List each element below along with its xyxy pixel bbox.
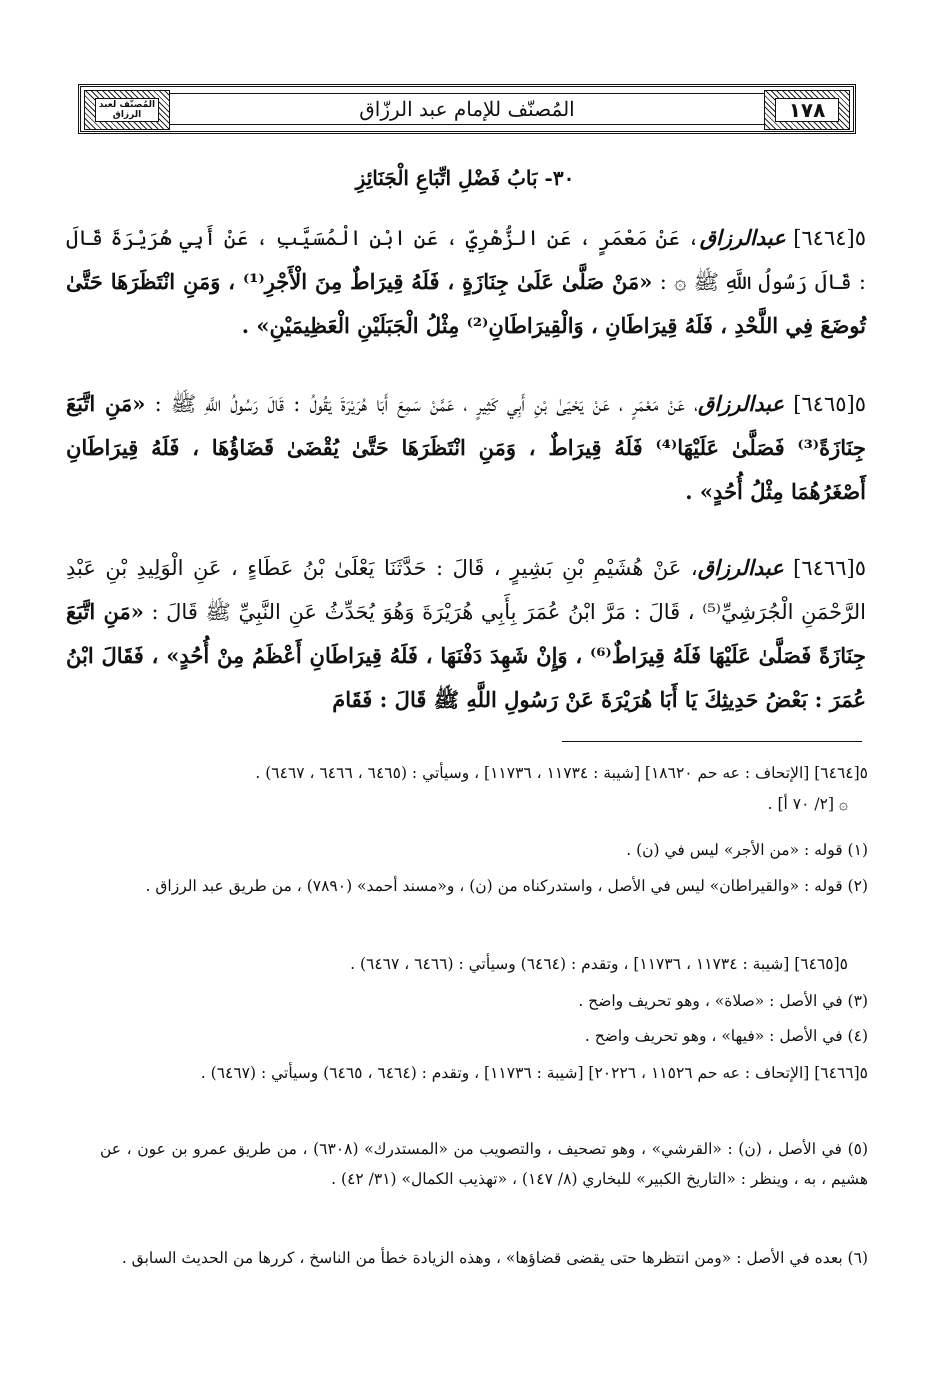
footnote-source: ٥[٦٤٦٤] [الإتحاف : عه حم ١٨٦٢٠] [شيبة : ١١٧٣٤ ، ١١٧٣٦] ، وسيأتي : (٦٤٦٥ ، ٦٤٦٦ ، ٦٤٦٧) . <box>255 764 868 782</box>
footnote: (٦) بعده في الأصل : «ومن انتظرها حتى يقضى قضاؤها» ، وهذه الزيادة خطأ من الناسخ ، كررها من الحديث السابق . <box>121 1249 868 1267</box>
footnote: (٣) في الأصل : «صلاة» ، وهو تحريف واضح . <box>578 992 868 1010</box>
hadith-matn: «مَنْ صَلَّىٰ عَلَىٰ جِنَازَةٍ ، فَلَهُ قِيرَاطٌ مِنَ الْأَجْرِ⁽¹⁾ ، وَمَنِ انْتَظَرَهَا حَتَّىٰ تُوضَعَ فِي اللَّحْدِ ، فَلَهُ قِيرَاطَانِ ، وَالْقِيرَاطَانِ⁽²⁾ مِثْلُ الْجَبَلَيْنِ الْعَظِيمَيْنِ» . <box>66 269 866 338</box>
footnote: (١) قوله : «من الأجر» ليس في (ن) . <box>626 841 868 859</box>
book-title: المُصنّف للإمام عبد الرزّاق <box>359 97 575 121</box>
footnote: (٢) قوله : «والقيراطان» ليس في الأصل ، واستدركناه من (ن) ، و«مسند أحمد» (٧٨٩٠) ، من طريق عبد الرزاق . <box>145 877 868 895</box>
hadith-author: عبدالرزاق <box>699 225 786 250</box>
chapter-title: ٣٠- بَابُ فَضْلِ اتِّبَاعِ الْجَنَائِزِ <box>355 166 575 190</box>
page-header <box>78 84 856 134</box>
hadith-block <box>66 546 866 722</box>
footnote-source: ٥[٦٤٦٥] [شيبة : ١١٧٣٤ ، ١١٧٣٦] ، وتقدم : (٦٤٦٤) وسيأتي : (٦٤٦٦ ، ٦٤٦٧) . <box>350 955 848 973</box>
footnote-separator <box>562 741 862 742</box>
footnote-marker: ۞ [٢/ ٧٠ أ] . <box>767 795 848 813</box>
page-number: ١٧٨ <box>775 98 839 122</box>
hadith-matn: «مَنِ اتَّبَعَ جِنَازَةً فَصَلَّىٰ عَلَيْهَا فَلَهُ قِيرَاطٌ⁽⁶⁾ ، وَإِنْ شَهِدَ دَفْنَهَا ، فَلَهُ قِيرَاطَانِ أَعْظَمُ مِنْ أُحُدٍ» ، فَقَالَ ابْنُ عُمَرَ : بَعْضُ حَدِيثِكَ يَا أَبَا هُرَيْرَةَ عَنْ رَسُولِ اللَّهِ ﷺ قَالَ : فَقَامَ <box>66 599 866 712</box>
page-number-cartouche <box>764 90 850 130</box>
hadith-number: ٥[٦٤٦٦] <box>793 556 866 580</box>
footnote-source: ٥[٦٤٦٦] [الإتحاف : عه حم ١١٥٢٦ ، ٢٠٢٢٦] [شيبة : ١١٧٣٦] ، وتقدم : (٦٤٦٤ ، ٦٤٦٥) وسيأتي : (٦٤٦٧) . <box>200 1064 868 1082</box>
hadith-block <box>66 382 866 514</box>
hadith-block <box>66 216 866 348</box>
hadith-author: عبدالرزاق <box>698 391 784 416</box>
hadith-isnad: ، عَنْ مَعْمَرٍ ، عَنِ الزُّهْرِيِّ ، عَنِ ابْنِ الْمُسَيَّبِ ، عَنْ أَبِي هُرَيْرَةَ قَالَ : قَالَ رَسُولُ اللَّهِ ﷺ ۞ : <box>66 226 866 294</box>
emblem-text: المُصنّف لعبد الرزاق <box>95 98 159 122</box>
hadith-isnad: ، عَنْ مَعْمَرٍ ، عَنْ يَحْيَىٰ بْنِ أَبِي كَثِيرٍ ، عَمَّنْ سَمِعَ أَبَا هُرَيْرَةَ يَقُولُ : قَالَ رَسُولُ اللَّهِ ﷺ : <box>145 392 699 416</box>
footnote: (٤) في الأصل : «فيها» ، وهو تحريف واضح . <box>584 1027 868 1045</box>
hadith-number: ٥[٦٤٦٥] <box>793 392 866 416</box>
hadith-isnad: ، عَنْ هُشَيْمِ بْنِ بَشِيرٍ ، قَالَ : حَدَّثَنَا يَعْلَىٰ بْنُ عَطَاءٍ ، عَنِ الْوَلِيدِ بْنِ عَبْدِ الرَّحْمَنِ الْجُرَشِيِّ⁽⁵⁾ ، قَالَ : مَرَّ ابْنُ عُمَرَ بِأَبِي هُرَيْرَةَ وَهُوَ يُحَدِّثُ عَنِ النَّبِيِّ ﷺ قَالَ : <box>66 556 866 624</box>
hadith-matn: «مَنِ اتَّبَعَ جِنَازَةً⁽³⁾ فَصَلَّىٰ عَلَيْهَا⁽⁴⁾ فَلَهُ قِيرَاطٌ ، وَمَنِ انْتَظَرَهَا حَتَّىٰ يُقْضَىٰ قَضَاؤُهَا ، فَلَهُ قِيرَاطَانِ أَصْغَرُهُمَا مِثْلُ أُحُدٍ» . <box>66 391 866 504</box>
book-emblem <box>84 90 170 130</box>
hadith-number: ٥[٦٤٦٤] <box>793 226 866 250</box>
footnote: (٥) في الأصل ، (ن) : «القرشي» ، وهو تصحيف ، والتصويب من «المستدرك» (٦٣٠٨) ، من طريق عمرو بن عون ، عن هشيم ، به ، وينظر : «التاريخ الكبير» للبخاري (٨/ ١٤٧) ، «تهذيب الكمال» (٣١/ ٤٢) . <box>100 1140 869 1188</box>
hadith-author: عبدالرزاق <box>697 555 784 580</box>
